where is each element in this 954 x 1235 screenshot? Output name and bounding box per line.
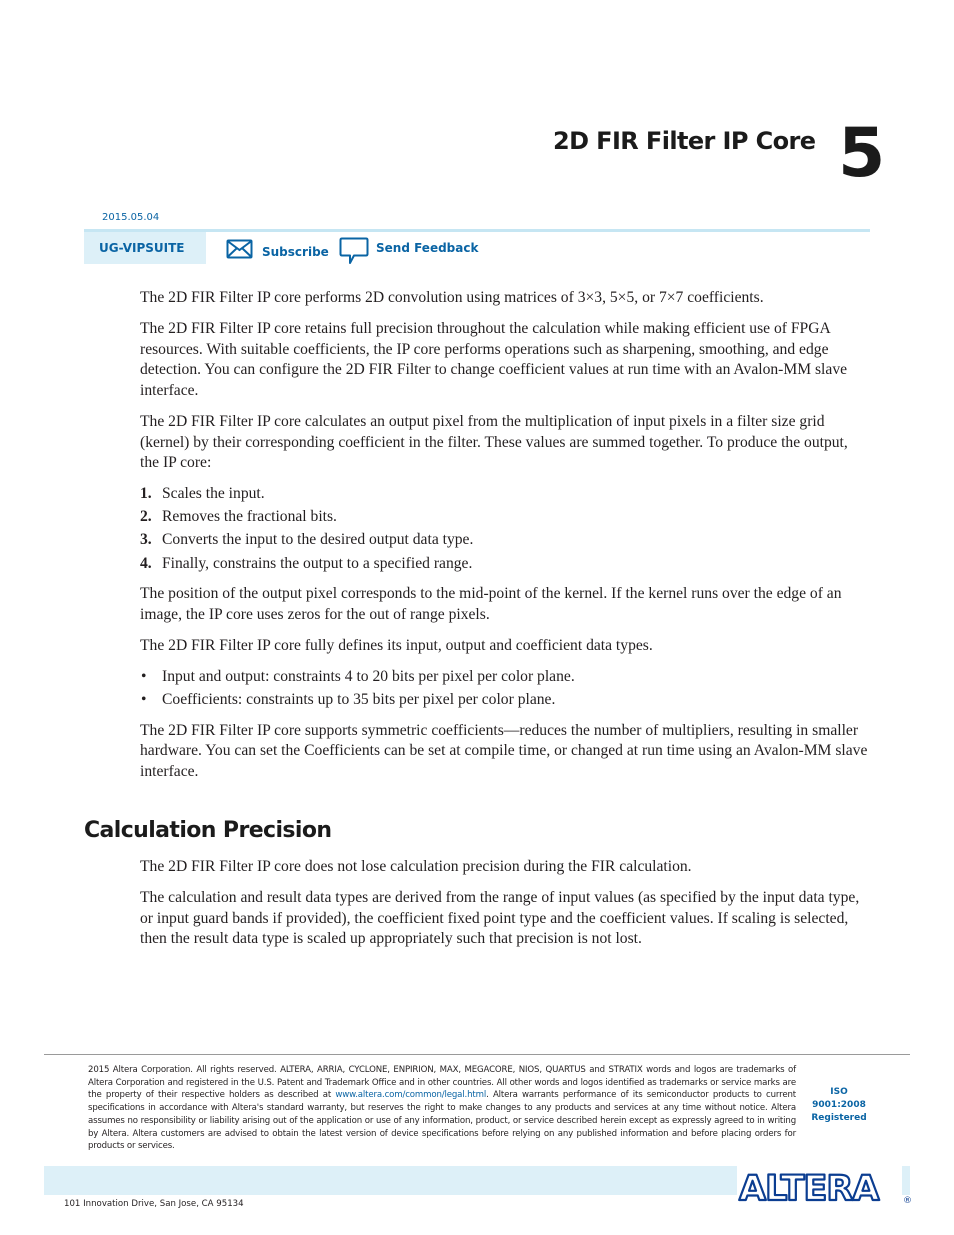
bullet-text: Coefficients: constraints up to 35 bits per pixel per color plane. bbox=[162, 691, 556, 708]
step-text: Finally, constrains the output to a specified range. bbox=[162, 554, 473, 572]
legal-notice bbox=[88, 1064, 796, 1153]
processing-steps-list bbox=[140, 484, 870, 574]
envelope-icon[interactable] bbox=[226, 239, 253, 259]
chapter-body bbox=[140, 288, 870, 793]
iso-label: ISO bbox=[830, 1087, 848, 1097]
company-address: 101 Innovation Drive, San Jose, CA 95134 bbox=[64, 1199, 244, 1209]
step-number: 1. bbox=[140, 485, 152, 503]
legal-link[interactable]: www.altera.com/common/legal.html bbox=[335, 1090, 487, 1101]
intro-paragraph-1: The 2D FIR Filter IP core performs 2D convolution using matrices of 3×3, 5×5, or 7×7 coefficients. bbox=[140, 289, 764, 306]
list-item bbox=[140, 484, 870, 505]
legal-text: . Altera warrants performance of its semiconductor products to current specifications in accordance with Altera's standard warranty, but reserves the right to make changes to any products and services at any time without notice. Altera assumes no responsibility or liability arising out of the application or use of any information, product, or service described herein except as expressly agreed to in writing by Altera. Altera customers are advised to obtain the latest version of device specifications before relying on any published information and before placing orders for products or services. bbox=[88, 1090, 796, 1152]
step-number: 4. bbox=[140, 554, 152, 572]
list-item bbox=[140, 507, 870, 528]
list-item bbox=[140, 530, 870, 551]
list-item bbox=[140, 667, 870, 688]
chapter-title: 2D FIR Filter IP Core bbox=[553, 127, 816, 155]
step-text: Converts the input to the desired output data type. bbox=[162, 531, 474, 549]
precision-paragraph-1: The 2D FIR Filter IP core does not lose calculation precision during the FIR calculation. bbox=[140, 858, 692, 875]
intro-paragraph-2: The 2D FIR Filter IP core retains full precision throughout the calculation while making efficient use of FPGA resources. With suitable coefficients, the IP core performs operations such as sharpening, smoothing, and edge detection. You can configure the 2D FIR Filter to change coefficient values at run time with an Avalon-MM slave interface. bbox=[140, 320, 848, 399]
bullet-text: Input and output: constraints 4 to 20 bits per pixel per color plane. bbox=[162, 667, 575, 685]
registered-mark: ® bbox=[903, 1196, 912, 1206]
list-item bbox=[140, 554, 870, 575]
altera-logo[interactable] bbox=[737, 1165, 915, 1207]
legal-text: 2015 Altera Corporation. All rights reserved. ALTERA, ARRIA, CYCLONE, ENPIRION, MAX, MEGACORE, NIOS, QUARTUS and STRATIX words and logos are trademarks of Altera Corporation and registered in the U.S. Patent and Trademark Office and in other countries. All other words and logos identified as trademarks or service marks are the property of their respective holders as described at bbox=[88, 1065, 796, 1101]
precision-paragraph-2: The calculation and result data types are derived from the range of input values (as specified by the input data type, or input guard bands if provided), the coefficient fixed point type and the coefficient values. If scaling is selected, then the result data type is scaled up appropriately such that precision is not lost. bbox=[140, 889, 860, 948]
footer-divider bbox=[44, 1054, 910, 1055]
section-body bbox=[140, 857, 870, 960]
bullet-icon: • bbox=[141, 667, 147, 685]
output-position-paragraph: The position of the output pixel corresponds to the mid-point of the kernel. If the kernel runs over the edge of an image, the IP core uses zeros for the out of range pixels. bbox=[140, 585, 842, 623]
bullet-icon: • bbox=[141, 691, 147, 708]
document-date: 2015.05.04 bbox=[102, 212, 160, 223]
altera-logo-text: ALTERA bbox=[739, 1169, 879, 1207]
intro-paragraph-3: The 2D FIR Filter IP core calculates an output pixel from the multiplication of input pixels in a filter size grid (kernel) by their corresponding coefficient in the filter. These values are summed together. To produce the output, the IP core: bbox=[140, 412, 848, 472]
step-text: Removes the fractional bits. bbox=[162, 508, 337, 526]
subscribe-link[interactable]: Subscribe bbox=[262, 245, 329, 259]
step-text: Scales the input. bbox=[162, 485, 265, 503]
iso-status: Registered bbox=[811, 1113, 867, 1123]
iso-registration[interactable] bbox=[808, 1086, 870, 1125]
speech-bubble-icon[interactable] bbox=[339, 237, 369, 265]
chapter-number: 5 bbox=[838, 114, 884, 193]
send-feedback-link[interactable]: Send Feedback bbox=[376, 241, 479, 255]
step-number: 2. bbox=[140, 508, 152, 526]
header-bar-slant bbox=[206, 232, 216, 264]
data-types-paragraph: The 2D FIR Filter IP core fully defines its input, output and coefficient data types. bbox=[140, 636, 653, 654]
data-types-list bbox=[140, 667, 870, 711]
iso-standard: 9001:2008 bbox=[812, 1100, 866, 1110]
document-id: UG-VIPSUITE bbox=[99, 241, 185, 255]
step-number: 3. bbox=[140, 531, 152, 549]
symmetric-coefficients-paragraph: The 2D FIR Filter IP core supports symmetric coefficients—reduces the number of multipliers, resulting in smaller hardware. You can set the Coefficients can be set at compile time, or changed at run time using an Avalon-MM slave interface. bbox=[140, 721, 868, 780]
list-item bbox=[140, 690, 870, 711]
section-title: Calculation Precision bbox=[84, 818, 332, 843]
